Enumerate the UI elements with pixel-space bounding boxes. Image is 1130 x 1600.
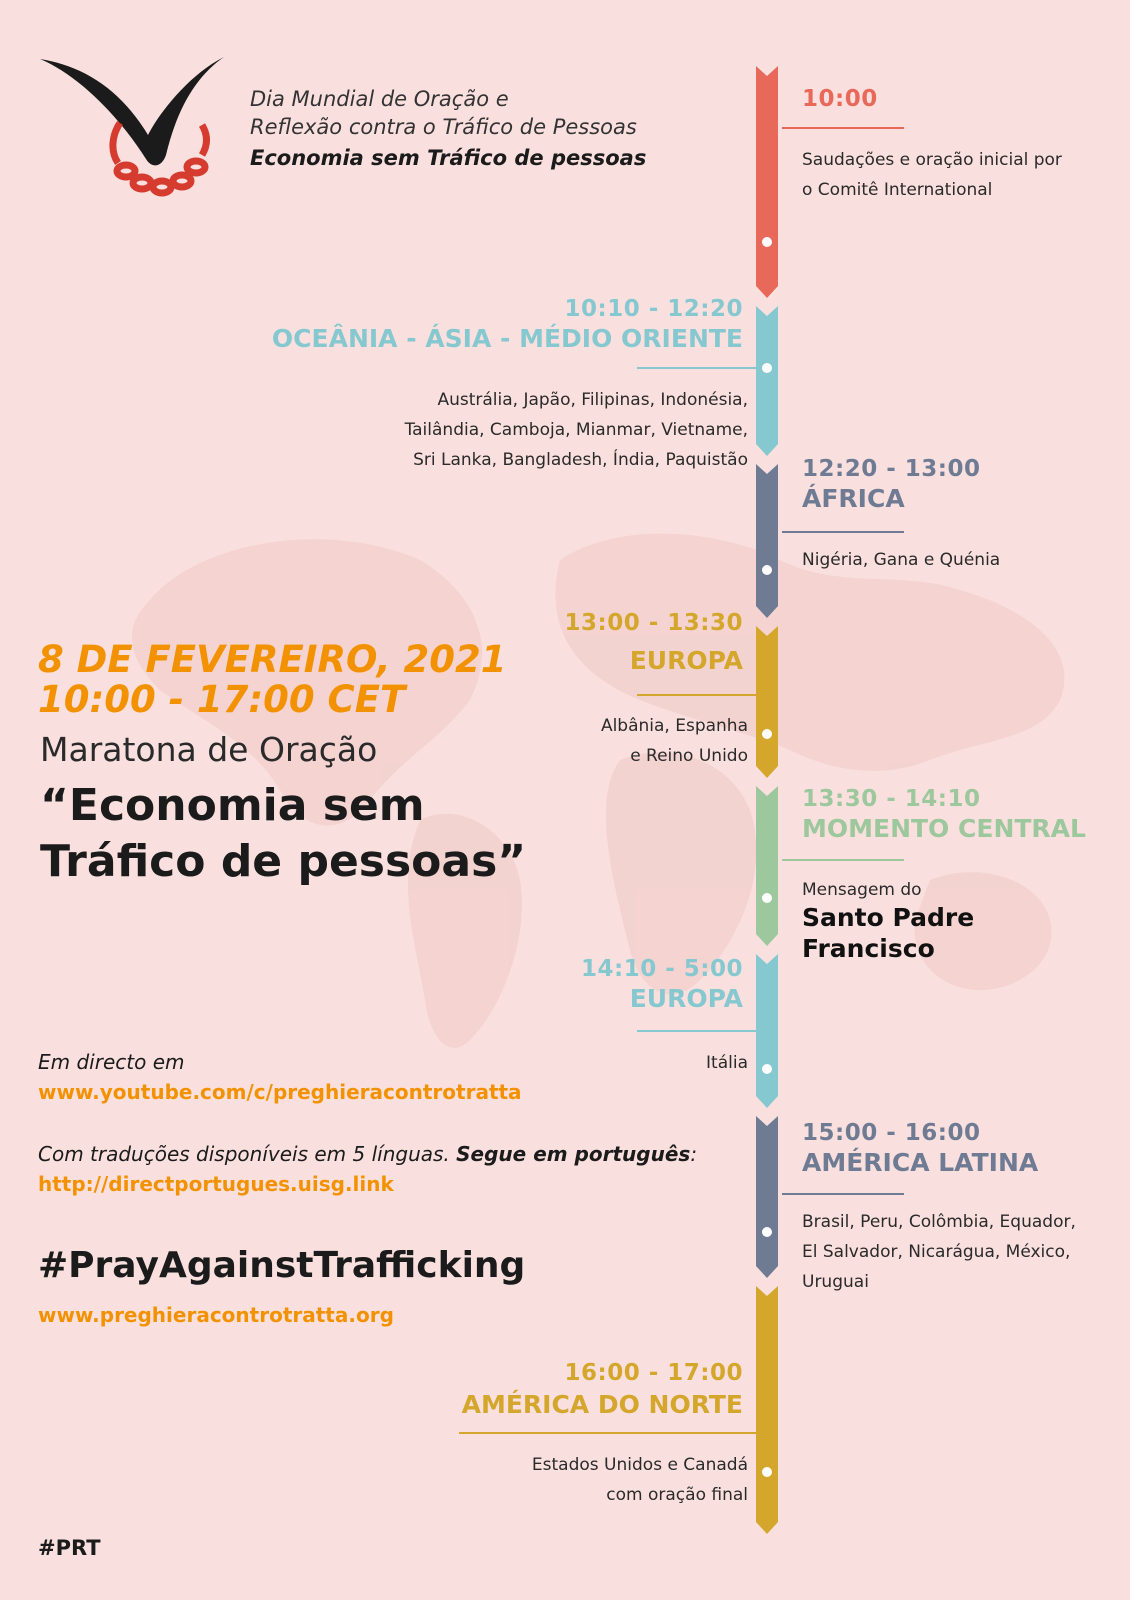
slot-7-desc bbox=[802, 1207, 1076, 1297]
slot-7-underline bbox=[782, 1193, 904, 1195]
timeline-segment-5 bbox=[756, 786, 778, 946]
slot-5-desc-line: Mensagem do bbox=[802, 880, 922, 900]
slot-6-time: 14:10 - 5:00 bbox=[581, 956, 743, 982]
translations-bold: Segue em português bbox=[456, 1142, 691, 1166]
slot-5-highlight-line: Santo Padre bbox=[802, 903, 975, 932]
slot-8-region: AMÉRICA DO NORTE bbox=[461, 1390, 743, 1419]
slot-2-desc-line: Tailândia, Camboja, Mianmar, Vietname, bbox=[404, 420, 748, 440]
slot-1-desc-line: Saudações e oração inicial por bbox=[802, 150, 1062, 170]
slot-1-desc-line: o Comitê International bbox=[802, 180, 993, 200]
slot-2-region: OCEÂNIA - ÁSIA - MÉDIO ORIENTE bbox=[271, 324, 743, 353]
slot-5-time: 13:30 - 14:10 bbox=[802, 786, 981, 812]
translations-colon: : bbox=[690, 1142, 698, 1166]
event-title-line2: Tráfico de pessoas” bbox=[40, 836, 527, 887]
timeline-spine bbox=[752, 66, 782, 1536]
slot-7-desc-line: Uruguai bbox=[802, 1272, 869, 1292]
header-title-line2: Reflexão contra o Tráfico de Pessoas bbox=[250, 115, 637, 139]
slot-1-underline bbox=[782, 127, 904, 129]
slot-3-underline bbox=[782, 531, 904, 533]
slot-6-desc bbox=[706, 1048, 748, 1078]
logo-icon bbox=[38, 55, 238, 205]
slot-1-desc bbox=[802, 145, 1062, 205]
slot-2-time: 10:10 - 12:20 bbox=[564, 296, 743, 322]
slot-5-desc bbox=[802, 875, 922, 905]
slot-2-desc-line: Sri Lanka, Bangladesh, Índia, Paquistão bbox=[413, 450, 748, 470]
event-title-line1: “Economia sem bbox=[40, 780, 425, 831]
slot-8-time: 16:00 - 17:00 bbox=[564, 1360, 743, 1386]
event-date: 8 DE FEVEREIRO, 2021 bbox=[38, 638, 507, 681]
slot-4-region: EUROPA bbox=[629, 646, 743, 675]
slot-7-time: 15:00 - 16:00 bbox=[802, 1120, 981, 1146]
header-subtitle: Economia sem Tráfico de pessoas bbox=[250, 146, 647, 170]
hashtag: #PrayAgainstTrafficking bbox=[38, 1245, 526, 1286]
live-label: Em directo em bbox=[38, 1050, 185, 1074]
translations-note bbox=[38, 1142, 697, 1166]
slot-5-highlight-line: Francisco bbox=[802, 934, 935, 963]
slot-4-desc bbox=[601, 711, 748, 771]
slot-8-desc-line: Estados Unidos e Canadá bbox=[531, 1455, 748, 1475]
slot-4-underline bbox=[637, 694, 759, 696]
header-title-line1: Dia Mundial de Oração e bbox=[250, 87, 509, 111]
slot-6-underline bbox=[637, 1030, 759, 1032]
timeline-segment-3 bbox=[756, 464, 778, 618]
slot-7-desc-line: El Salvador, Nicarágua, México, bbox=[802, 1242, 1071, 1262]
slot-7-region: AMÉRICA LATINA bbox=[802, 1148, 1039, 1177]
slot-1-time: 10:00 bbox=[802, 86, 878, 112]
timeline-segment-4 bbox=[756, 626, 778, 778]
slot-6-region: EUROPA bbox=[629, 984, 743, 1013]
slot-2-desc-line: Austrália, Japão, Filipinas, Indonésia, bbox=[437, 390, 748, 410]
slot-8-desc bbox=[532, 1450, 748, 1510]
slot-5-region: MOMENTO CENTRAL bbox=[802, 814, 1086, 843]
timeline-segment-6 bbox=[756, 954, 778, 1108]
slot-4-time: 13:00 - 13:30 bbox=[564, 610, 743, 636]
portuguese-link[interactable]: http://directportugues.uisg.link bbox=[38, 1172, 394, 1196]
slot-8-underline bbox=[459, 1432, 759, 1434]
timeline-segment-8 bbox=[756, 1286, 778, 1534]
slot-4-desc-line: e Reino Unido bbox=[630, 746, 748, 766]
slot-5-highlight bbox=[802, 902, 974, 964]
slot-6-desc-line: Itália bbox=[706, 1053, 748, 1073]
slot-2-desc bbox=[405, 385, 748, 475]
translations-label: Com traduções disponíveis em 5 línguas. bbox=[38, 1142, 450, 1166]
youtube-link[interactable]: www.youtube.com/c/preghieracontrotratta bbox=[38, 1080, 522, 1104]
slot-3-desc bbox=[802, 545, 1000, 575]
footer-tag: #PRT bbox=[38, 1536, 101, 1560]
timeline-segment-7 bbox=[756, 1116, 778, 1278]
slot-3-desc-line: Nigéria, Gana e Quénia bbox=[802, 550, 1001, 570]
slot-7-desc-line: Brasil, Peru, Colômbia, Equador, bbox=[802, 1212, 1076, 1232]
slot-8-desc-line: com oração final bbox=[606, 1485, 748, 1505]
event-hours: 10:00 - 17:00 CET bbox=[38, 678, 406, 721]
timeline-segment-1 bbox=[756, 66, 778, 298]
website-link[interactable]: www.preghieracontrotratta.org bbox=[38, 1303, 394, 1327]
slot-4-desc-line: Albânia, Espanha bbox=[600, 716, 748, 736]
slot-3-region: ÁFRICA bbox=[802, 484, 905, 513]
slot-3-time: 12:20 - 13:00 bbox=[802, 456, 981, 482]
slot-5-underline bbox=[782, 859, 904, 861]
timeline-segment-2 bbox=[756, 306, 778, 456]
event-subtitle: Maratona de Oração bbox=[40, 730, 378, 769]
slot-2-underline bbox=[637, 367, 759, 369]
